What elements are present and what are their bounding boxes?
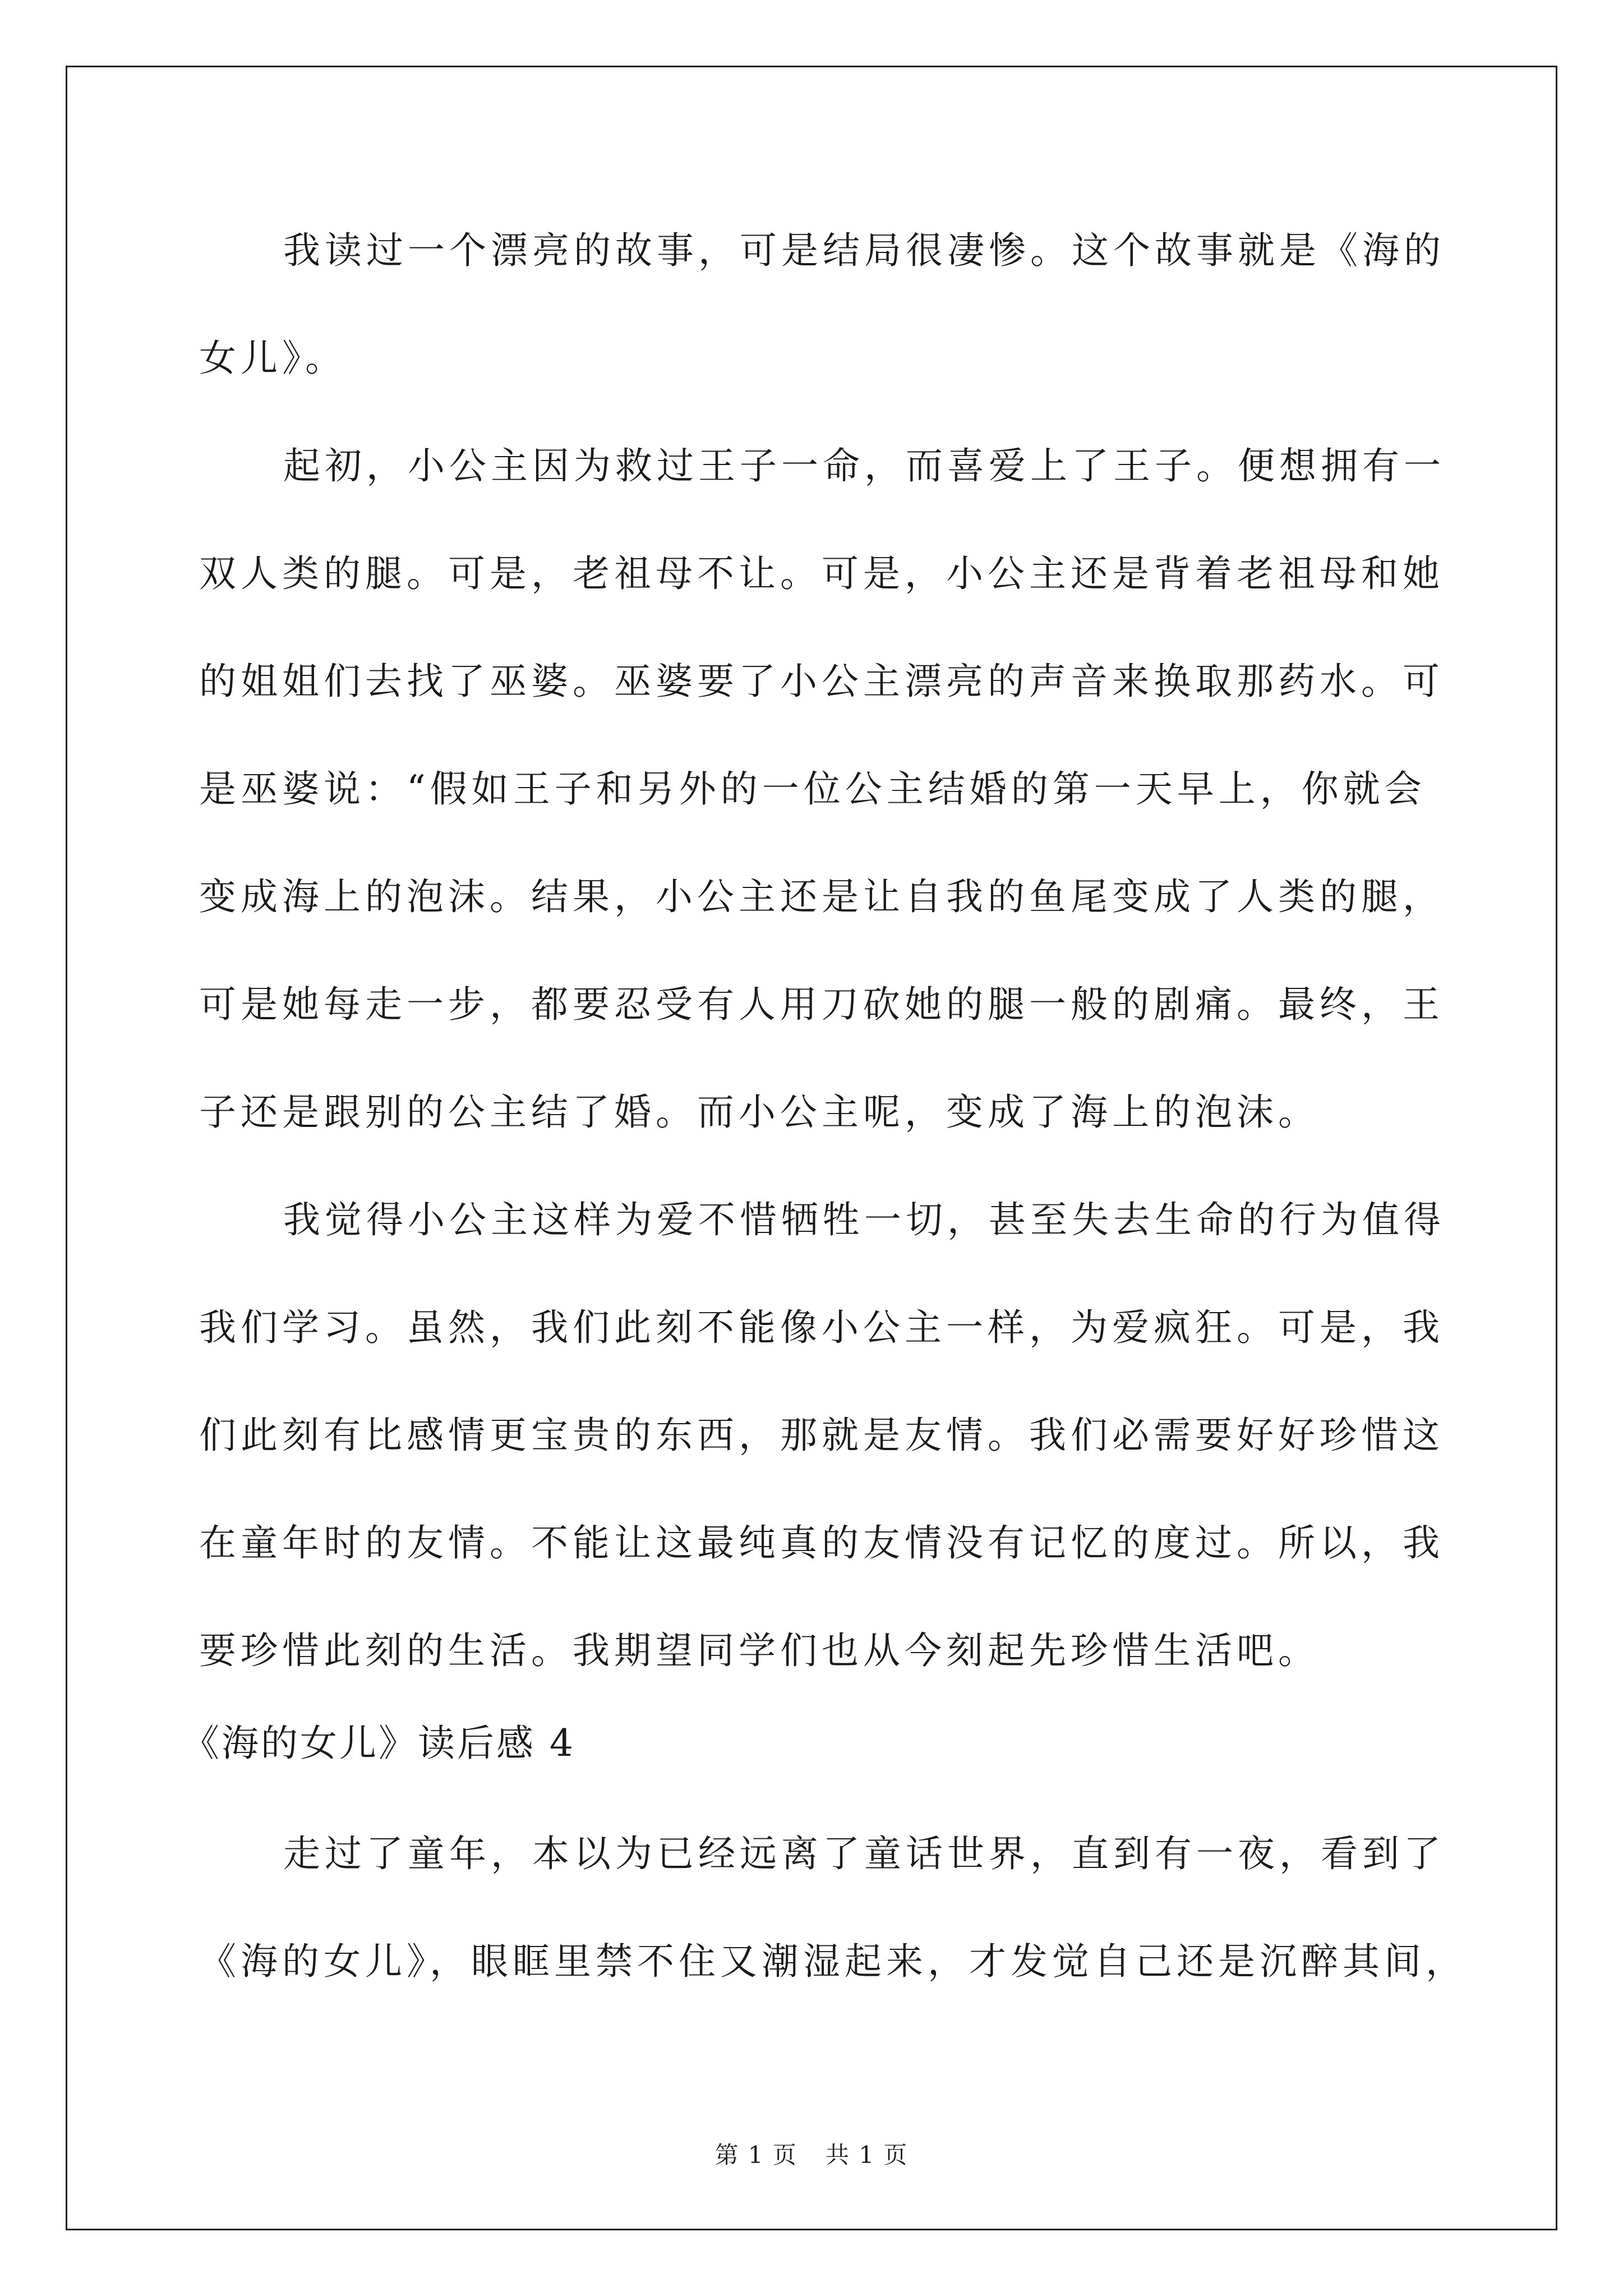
paragraph-3-line-3: 们此刻有比感情更宝贵的东西，那就是友情。我们必需要好好珍惜这: [199, 1414, 1444, 1457]
section-heading: 《海的女儿》读后感 4: [182, 1722, 575, 1765]
paragraph-2-line-2: 双人类的腿。可是，老祖母不让。可是，小公主还是背着老祖母和她: [199, 552, 1444, 595]
paragraph-3-line-5: 要珍惜此刻的生活。我期望同学们也从今刻起先珍惜生活吧。: [199, 1629, 1320, 1672]
paragraph-4-line-1: 走过了童年，本以为已经远离了童话世界，直到有一夜，看到了: [283, 1832, 1445, 1875]
paragraph-3-line-1: 我觉得小公主这样为爱不惜牺牲一切，甚至失去生命的行为值得: [283, 1198, 1445, 1241]
page-border: [66, 66, 1557, 2230]
paragraph-1-line-2: 女儿》。: [199, 337, 347, 380]
paragraph-2-line-1: 起初，小公主因为救过王子一命，而喜爱上了王子。便想拥有一: [283, 444, 1445, 487]
page-total: 共 1 页: [826, 2141, 909, 2169]
paragraph-1-line-1: 我读过一个漂亮的故事，可是结局很凄惨。这个故事就是《海的: [283, 229, 1445, 272]
paragraph-3-line-4: 在童年时的友情。不能让这最纯真的友情没有记忆的度过。所以，我: [199, 1521, 1444, 1565]
paragraph-2-line-6: 可是她每走一步，都要忍受有人用刀砍她的腿一般的剧痛。最终，王: [199, 983, 1444, 1026]
page-number: 第 1 页: [714, 2141, 797, 2169]
page-footer: [0, 2143, 1623, 2167]
paragraph-2-line-3: 的姐姐们去找了巫婆。巫婆要了小公主漂亮的声音来换取那药水。可: [199, 660, 1444, 703]
paragraph-3-line-2: 我们学习。虽然，我们此刻不能像小公主一样，为爱疯狂。可是，我: [199, 1306, 1444, 1349]
paragraph-2-line-5: 变成海上的泡沫。结果，小公主还是让自我的鱼尾变成了人类的腿，: [199, 875, 1444, 918]
paragraph-2-line-7: 子还是跟别的公主结了婚。而小公主呢，变成了海上的泡沫。: [199, 1091, 1320, 1134]
paragraph-4-line-2: 《海的女儿》，眼眶里禁不住又潮湿起来，才发觉自己还是沉醉其间，: [199, 1940, 1467, 1983]
paragraph-2-line-4: 是巫婆说：“假如王子和另外的一位公主结婚的第一天早上，你就会: [199, 767, 1426, 811]
